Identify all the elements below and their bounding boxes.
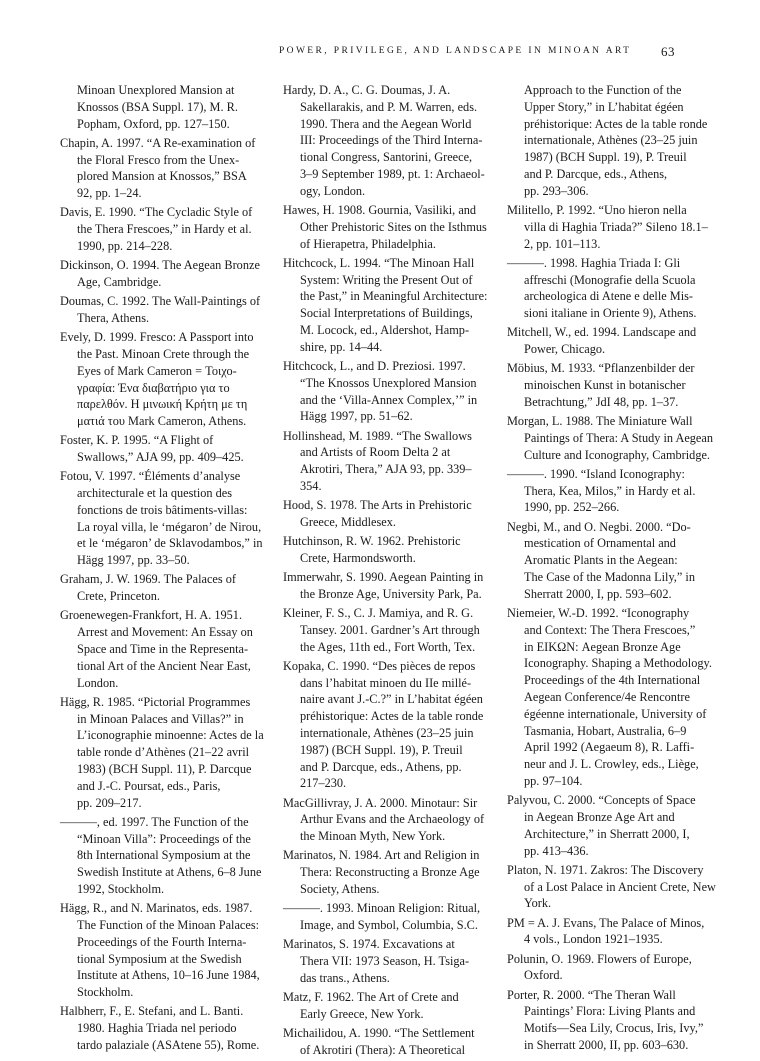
- bibliography-column-2: [283, 82, 511, 1061]
- bibliography-entry: Hardy, D. A., C. G. Doumas, J. A. Sakellarakis, and P. M. Warren, eds. 1990. Thera and the Aegean World III: Proceedings of the Third Interna- tional Congress, Santorini, Greece, 3–9 September 1989, pt. 1: Archaeol- ogy, London.: [283, 83, 485, 198]
- bibliography-entry: Kopaka, C. 1990. “Des pièces de repos dans l’habitat minoen du IIe millé- naire avant J.-C.?” in L’habitat égéen préhistorique: Actes de la table ronde internationale, Athènes (23–25 juin 1987) (BCH Suppl. 19), P. Treuil and P. Darcque, eds., Athens, pp. 217–230.: [283, 658, 484, 791]
- bibliography-entry: MacGillivray, J. A. 2000. Minotaur: Sir Arthur Evans and the Archaeology of the Minoan Myth, New York.: [283, 795, 485, 844]
- bibliography-column-1: [60, 82, 288, 1056]
- bibliography-entry: Hitchcock, L. 1994. “The Minoan Hall System: Writing the Present Out of the Past,” in Meaningful Architecture: Social Interpretations of Buildings, M. Locock, ed., Aldershot, Hamp- shire, pp. 14–44.: [283, 255, 488, 354]
- bibliography-entry: Möbius, M. 1933. “Pflanzenbilder der minoischen Kunst in botanischer Betrachtung,” JdI 48, pp. 1–37.: [507, 361, 695, 409]
- bibliography-entry: Chapin, A. 1997. “A Re-examination of the Floral Fresco from the Unex- plored Mansion at Knossos,” BSA 92, pp. 1–24.: [60, 135, 256, 201]
- bibliography-entry: Hägg, R., and N. Marinatos, eds. 1987. The Function of the Minoan Palaces: Proceedings of the Fourth Interna- tional Symposium at the Swedish Institute at Athens, 10–16 June 1984, Stockholm.: [60, 901, 260, 1000]
- bibliography-entry: Palyvou, C. 2000. “Concepts of Space in Aegean Bronze Age Art and Architecture,” in Sherratt 2000, I, pp. 413–436.: [507, 793, 696, 858]
- bibliography-entry: Porter, R. 2000. “The Theran Wall Paintings’ Flora: Living Plants and Motifs—Sea Lily, Crocus, Iris, Ivy,” in Sherratt 2000, II, pp. 603–630.: [507, 987, 704, 1052]
- bibliography-entry: Hawes, H. 1908. Gournia, Vasiliki, and Other Prehistoric Sites on the Isthmus of Hierapetra, Philadelphia.: [283, 202, 487, 251]
- bibliography-entry: Davis, E. 1990. “The Cycladic Style of the Thera Frescoes,” in Hardy et al. 1990, pp. 214–228.: [60, 205, 253, 253]
- running-head: POWER, PRIVILEGE, AND LANDSCAPE IN MINOAN ART: [279, 46, 632, 56]
- page-number: 63: [661, 44, 675, 59]
- bibliography-entry: Kleiner, F. S., C. J. Mamiya, and R. G. Tansey. 2001. Gardner’s Art through the Ages, 11th ed., Fort Worth, Tex.: [283, 606, 480, 654]
- bibliography-entry: Hägg, R. 1985. “Pictorial Programmes in Minoan Palaces and Villas?” in L’iconographie minoenne: Actes de la table ronde d’Athènes (21–22 avril 1983) (BCH Suppl. 11), P. Darcque and J.-C. Poursat, eds., Paris, pp. 209–217.: [60, 694, 264, 810]
- bibliography-entry: Groenewegen-Frankfort, H. A. 1951. Arrest and Movement: An Essay on Space and Time in the Representa- tional Art of the Ancient Near East, London.: [60, 608, 253, 690]
- bibliography-entry: Marinatos, N. 1984. Art and Religion in Thera: Reconstructing a Bronze Age Society, Athens.: [283, 848, 480, 896]
- bibliography-entry: Morgan, L. 1988. The Miniature Wall Paintings of Thera: A Study in Aegean Culture and Iconography, Cambridge.: [507, 414, 713, 462]
- bibliography-entry: Dickinson, O. 1994. The Aegean Bronze Age, Cambridge.: [60, 258, 260, 289]
- bibliography-entry: Fotou, V. 1997. “Éléments d’analyse architecturale et la question des fonctions de trois bâtiments-villas: La royal villa, le ‘mégaron’ de Nirou, et le ‘mégaron’ de Sklavodambos,” in Hägg 1997, pp. 33–50.: [60, 469, 263, 568]
- bibliography-entry: PM = A. J. Evans, The Palace of Minos, 4 vols., London 1921–1935.: [507, 915, 705, 947]
- bibliography-entry: Foster, K. P. 1995. “A Flight of Swallows,” AJA 99, pp. 409–425.: [60, 433, 244, 465]
- bibliography-entry: Doumas, C. 1992. The Wall-Paintings of Thera, Athens.: [60, 294, 261, 325]
- bibliography-entry: Hitchcock, L., and D. Preziosi. 1997. “The Knossos Unexplored Mansion and the ‘Villa-Annex Complex,’” in Hägg 1997, pp. 51–62.: [283, 358, 478, 424]
- bibliography-entry: Niemeier, W.-D. 1992. “Iconography and Context: The Thera Frescoes,” in ΕΙΚΩΝ: Aegean Bronze Age Iconography. Shaping a Methodology. Proceedings of the 4th International Aegean Conference/4e Rencontre égéenne internationale, University of Tasmania, Hobart, Australia, 6–9 April 1992 (Aegaeum 8), R. Laffi- neur and J. L. Crowley, eds., Liège, pp. 97–104.: [507, 606, 712, 788]
- bibliography-entry: Matz, F. 1962. The Art of Crete and Early Greece, New York.: [283, 989, 459, 1021]
- bibliography-entry: Marinatos, S. 1974. Excavations at Thera VII: 1973 Season, H. Tsiga- das trans., Athens.: [283, 937, 470, 985]
- bibliography-entry: ———. 1998. Haghia Triada I: Gli affreschi (Monografie della Scuola archeologica di Atene e delle Mis- sioni italiane in Oriente 9), Athens.: [507, 255, 697, 321]
- bibliography-entry: Halbherr, F., E. Stefani, and L. Banti. 1980. Haghia Triada nel periodo tardo palaziale (ASAtene 55), Rome.: [60, 1004, 260, 1052]
- bibliography-entry: Mitchell, W., ed. 1994. Landscape and Power, Chicago.: [507, 325, 697, 357]
- bibliography-entry: Hood, S. 1978. The Arts in Prehistoric Greece, Middlesex.: [283, 498, 472, 529]
- bibliography-entry: Michailidou, A. 1990. “The Settlement of Akrotiri (Thera): A Theoretical: [283, 1025, 475, 1057]
- bibliography-entry: Approach to the Function of the Upper Story,” in L’habitat égéen préhistorique: Actes de la table ronde internationale, Athènes (23–25 juin 1987) (BCH Suppl. 19), P. Treuil and P. Darcque, eds., Athens, pp. 293–306.: [524, 83, 708, 198]
- bibliography-entry: Immerwahr, S. 1990. Aegean Painting in the Bronze Age, University Park, Pa.: [283, 570, 484, 601]
- bibliography-entry: Platon, N. 1971. Zakros: The Discovery of a Lost Palace in Ancient Crete, New York.: [507, 862, 716, 911]
- bibliography-entry: Minoan Unexplored Mansion at Knossos (BSA Suppl. 17), M. R. Popham, Oxford, pp. 127–150.: [77, 83, 238, 131]
- bibliography-entry: Evely, D. 1999. Fresco: A Passport into the Past. Minoan Crete through the Eyes of Mark Cameron = Τοιχο- γραφία: Ένα διαβατήριο για το παρελθόν. Η μινωική Κρήτη με τη ματιά του Mark Cameron, Athens.: [60, 330, 254, 429]
- bibliography-entry: Hutchinson, R. W. 1962. Prehistoric Crete, Harmondsworth.: [283, 534, 461, 565]
- bibliography-entry: Militello, P. 1992. “Uno hieron nella villa di Haghia Triada?” Sileno 18.1– 2, pp. 101–113.: [507, 202, 708, 251]
- bibliography-entry: Negbi, M., and O. Negbi. 2000. “Do- mestication of Ornamental and Aromatic Plants in the Aegean: The Case of the Madonna Lily,” in Sherratt 2000, I, pp. 593–602.: [507, 519, 695, 601]
- bibliography-entry: Graham, J. W. 1969. The Palaces of Crete, Princeton.: [60, 572, 236, 604]
- bibliography-entry: ———, ed. 1997. The Function of the “Minoan Villa”: Proceedings of the 8th International Symposium at the Swedish Institute at Athens, 6–8 June 1992, Stockholm.: [60, 814, 262, 896]
- bibliography-column-3: [507, 82, 735, 1056]
- bibliography-entry: Polunin, O. 1969. Flowers of Europe, Oxford.: [507, 951, 692, 983]
- bibliography-entry: Hollinshead, M. 1989. “The Swallows and Artists of Room Delta 2 at Akrotiri, Thera,” AJA 93, pp. 339– 354.: [283, 428, 472, 493]
- bibliography-entry: ———. 1990. “Island Iconography: Thera, Kea, Milos,” in Hardy et al. 1990, pp. 252–266.: [507, 466, 696, 515]
- bibliography-entry: ———. 1993. Minoan Religion: Ritual, Image, and Symbol, Columbia, S.C.: [283, 901, 481, 932]
